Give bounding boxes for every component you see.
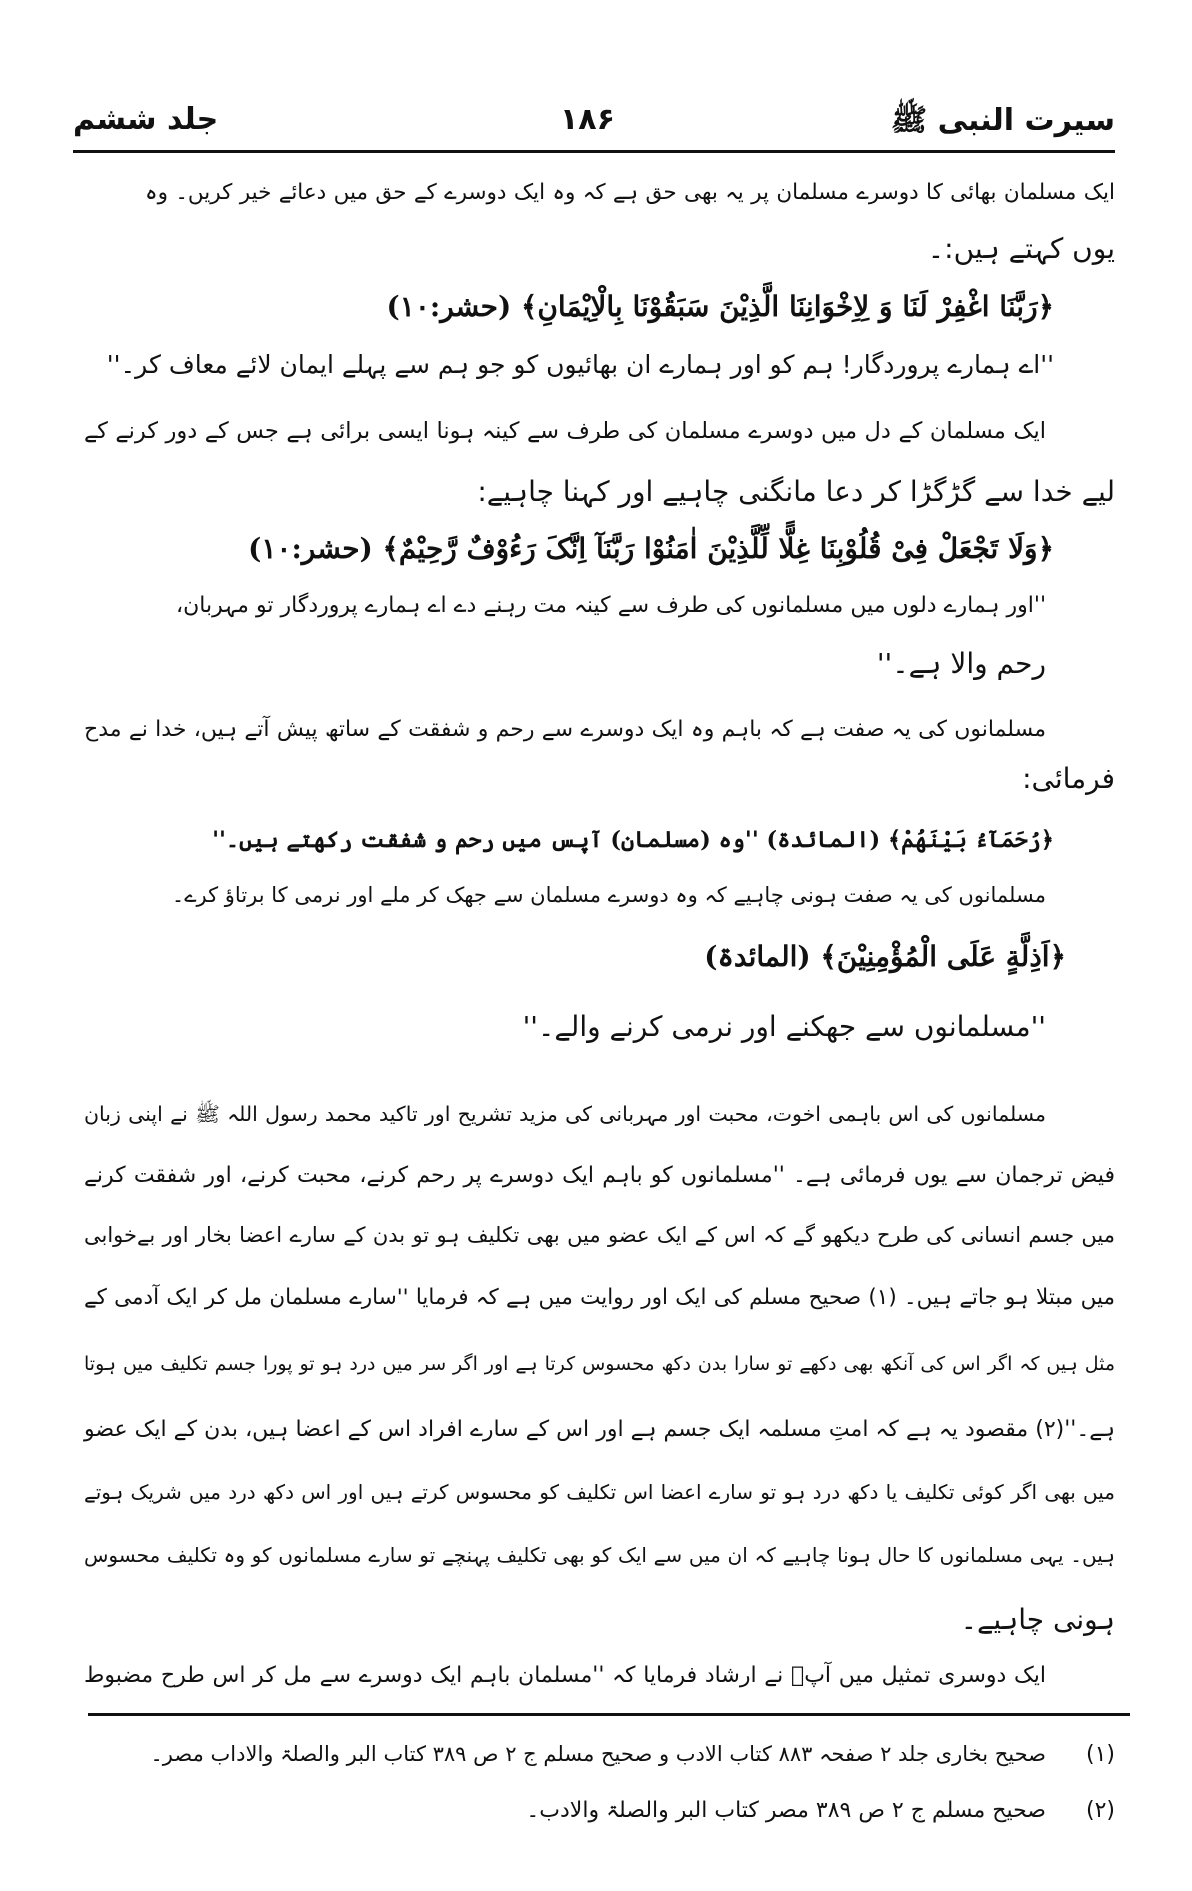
header-rule: [73, 150, 1115, 153]
quran-verse: ﴿وَلَا تَجْعَلْ فِیْ قُلُوْبِنَا غِلًّا لِّلَّذِیْنَ اٰمَنُوْا رَبَّنَآ اِنَّکَ رَءُوْفٌ رَّحِیْمٌ﴾ (حشر:۱۰): [248, 532, 1054, 565]
paragraph-line: ایک مسلمان بھائی کا دوسرے مسلمان پر یہ بھی حق ہے کہ وہ ایک دوسرے کے حق میں دعائے خیر کریں۔ وہ: [145, 180, 1115, 205]
paragraph-line: مثل ہیں کہ اگر اس کی آنکھ بھی دکھے تو سارا بدن دکھ محسوس کرتا ہے اور اگر سر میں درد ہو تو پورا جسم تکلیف میں ہوتا: [84, 1353, 1115, 1375]
paragraph-line: لیے خدا سے گڑگڑا کر دعا مانگنی چاہیے اور کہنا چاہیے:: [477, 475, 1115, 508]
footnote-number: (۱): [1085, 1742, 1115, 1767]
paragraph-line: فرمائی:: [1022, 762, 1115, 795]
footnote-rule: [88, 1713, 1130, 1716]
paragraph-line: فیض ترجمان سے یوں فرمائی ہے۔ ''مسلمانوں کو باہم ایک دوسرے پر رحم کرنے، محبت کرنے، اور شفقت کرنے: [84, 1163, 1115, 1188]
footnote-number: (۲): [1085, 1798, 1115, 1823]
verse-translation: ''اور ہمارے دلوں میں مسلمانوں کی طرف سے کینہ مت رہنے دے اے ہمارے پروردگار تو مہربان،: [176, 593, 1046, 618]
paragraph-line: ہونی چاہیے۔: [960, 1603, 1115, 1636]
paragraph-line: مسلمانوں کی یہ صفت ہونی چاہیے کہ وہ دوسرے مسلمان سے جھک کر ملے اور نرمی کا برتاؤ کرے۔: [171, 883, 1046, 907]
verse-translation: ''مسلمانوں سے جھکنے اور نرمی کرنے والے۔'': [522, 1010, 1046, 1043]
quran-verse: ﴿اَذِلَّةٍ عَلَی الْمُؤْمِنِیْنَ﴾ (المائدۃ): [704, 940, 1066, 973]
quran-verse: ﴿رَبَّنَا اغْفِرْ لَنَا وَ لِاِخْوَانِنَا الَّذِیْنَ سَبَقُوْنَا بِالْاِیْمَانِ﴾ (حشر:۱۰): [386, 290, 1054, 323]
paragraph-line: میں بھی اگر کوئی تکلیف یا دکھ درد ہو تو سارے اعضا اس تکلیف کو محسوس کرتے ہیں اور اس دکھ درد میں شریک ہوتے: [84, 1480, 1115, 1504]
paragraph-line: مسلمانوں کی اس باہمی اخوت، محبت اور مہربانی کی مزید تشریح اور تاکید محمد رسول اللہ ﷺ نے اپنی زبان: [84, 1102, 1046, 1126]
paragraph-line: ہیں۔ یہی مسلمانوں کا حال ہونا چاہیے کہ ان میں سے ایک کو بھی تکلیف پہنچے تو سارے مسلمانوں کو وہ تکلیف محسوس: [84, 1543, 1115, 1567]
paragraph-line: ہے۔''(۲) مقصود یہ ہے کہ امتِ مسلمہ ایک جسم ہے اور اس کے سارے افراد اس کے اعضا ہیں، بدن کے ایک عضو: [84, 1417, 1115, 1442]
paragraph-line: ایک مسلمان کے دل میں دوسرے مسلمان کی طرف سے کینہ ہونا ایسی برائی ہے جس کے دور کرنے کے: [84, 418, 1046, 444]
paragraph-line: مسلمانوں کی یہ صفت ہے کہ باہم وہ ایک دوسرے سے رحم و شفقت کے ساتھ پیش آتے ہیں، خدا نے مدح: [84, 717, 1046, 742]
paragraph-line: ایک دوسری تمثیل میں آپؐ نے ارشاد فرمایا کہ ''مسلمان باہم ایک دوسرے سے مل کر اس طرح مضبوط: [84, 1663, 1046, 1688]
paragraph-line: یوں کہتے ہیں:۔: [927, 232, 1115, 265]
paragraph-line: میں جسم انسانی کی طرح دیکھو گے کہ اس کے ایک عضو میں بھی تکلیف ہو تو بدن کے سارے اعضا بخار اور بےخوابی: [84, 1223, 1115, 1247]
book-title: سیرت النبی ﷺ: [890, 103, 1115, 138]
verse-translation: رحم والا ہے۔'': [876, 647, 1046, 680]
volume-label: جلد ششم: [73, 102, 219, 137]
paragraph-line: میں مبتلا ہو جاتے ہیں۔ (۱) صحیح مسلم کی ایک اور روایت میں ہے کہ فرمایا ''سارے مسلمان مل کر ایک آدمی کے: [84, 1285, 1115, 1310]
quran-verse: ﴿رُحَمَآءُ بَیْنَهُمْ﴾ (المائدۃ) ''وہ (مسلمان) آپس میں رحم و شفقت رکھتے ہیں۔'': [212, 827, 1054, 853]
verse-translation: ''اے ہمارے پروردگار! ہم کو اور ہمارے ان بھائیوں کو جو ہم سے پہلے ایمان لائے معاف کر۔'': [106, 350, 1054, 379]
page-number: ۱۸۶: [560, 102, 615, 137]
footnote-text: صحیح مسلم ج ۲ ص ۳۸۹ مصر کتاب البر والصلۃ والادب۔: [526, 1798, 1046, 1823]
footnote-text: صحیح بخاری جلد ۲ صفحہ ۸۸۳ کتاب الادب و صحیح مسلم ج ۲ ص ۳۸۹ کتاب البر والصلۃ والاداب مصر۔: [150, 1742, 1046, 1766]
